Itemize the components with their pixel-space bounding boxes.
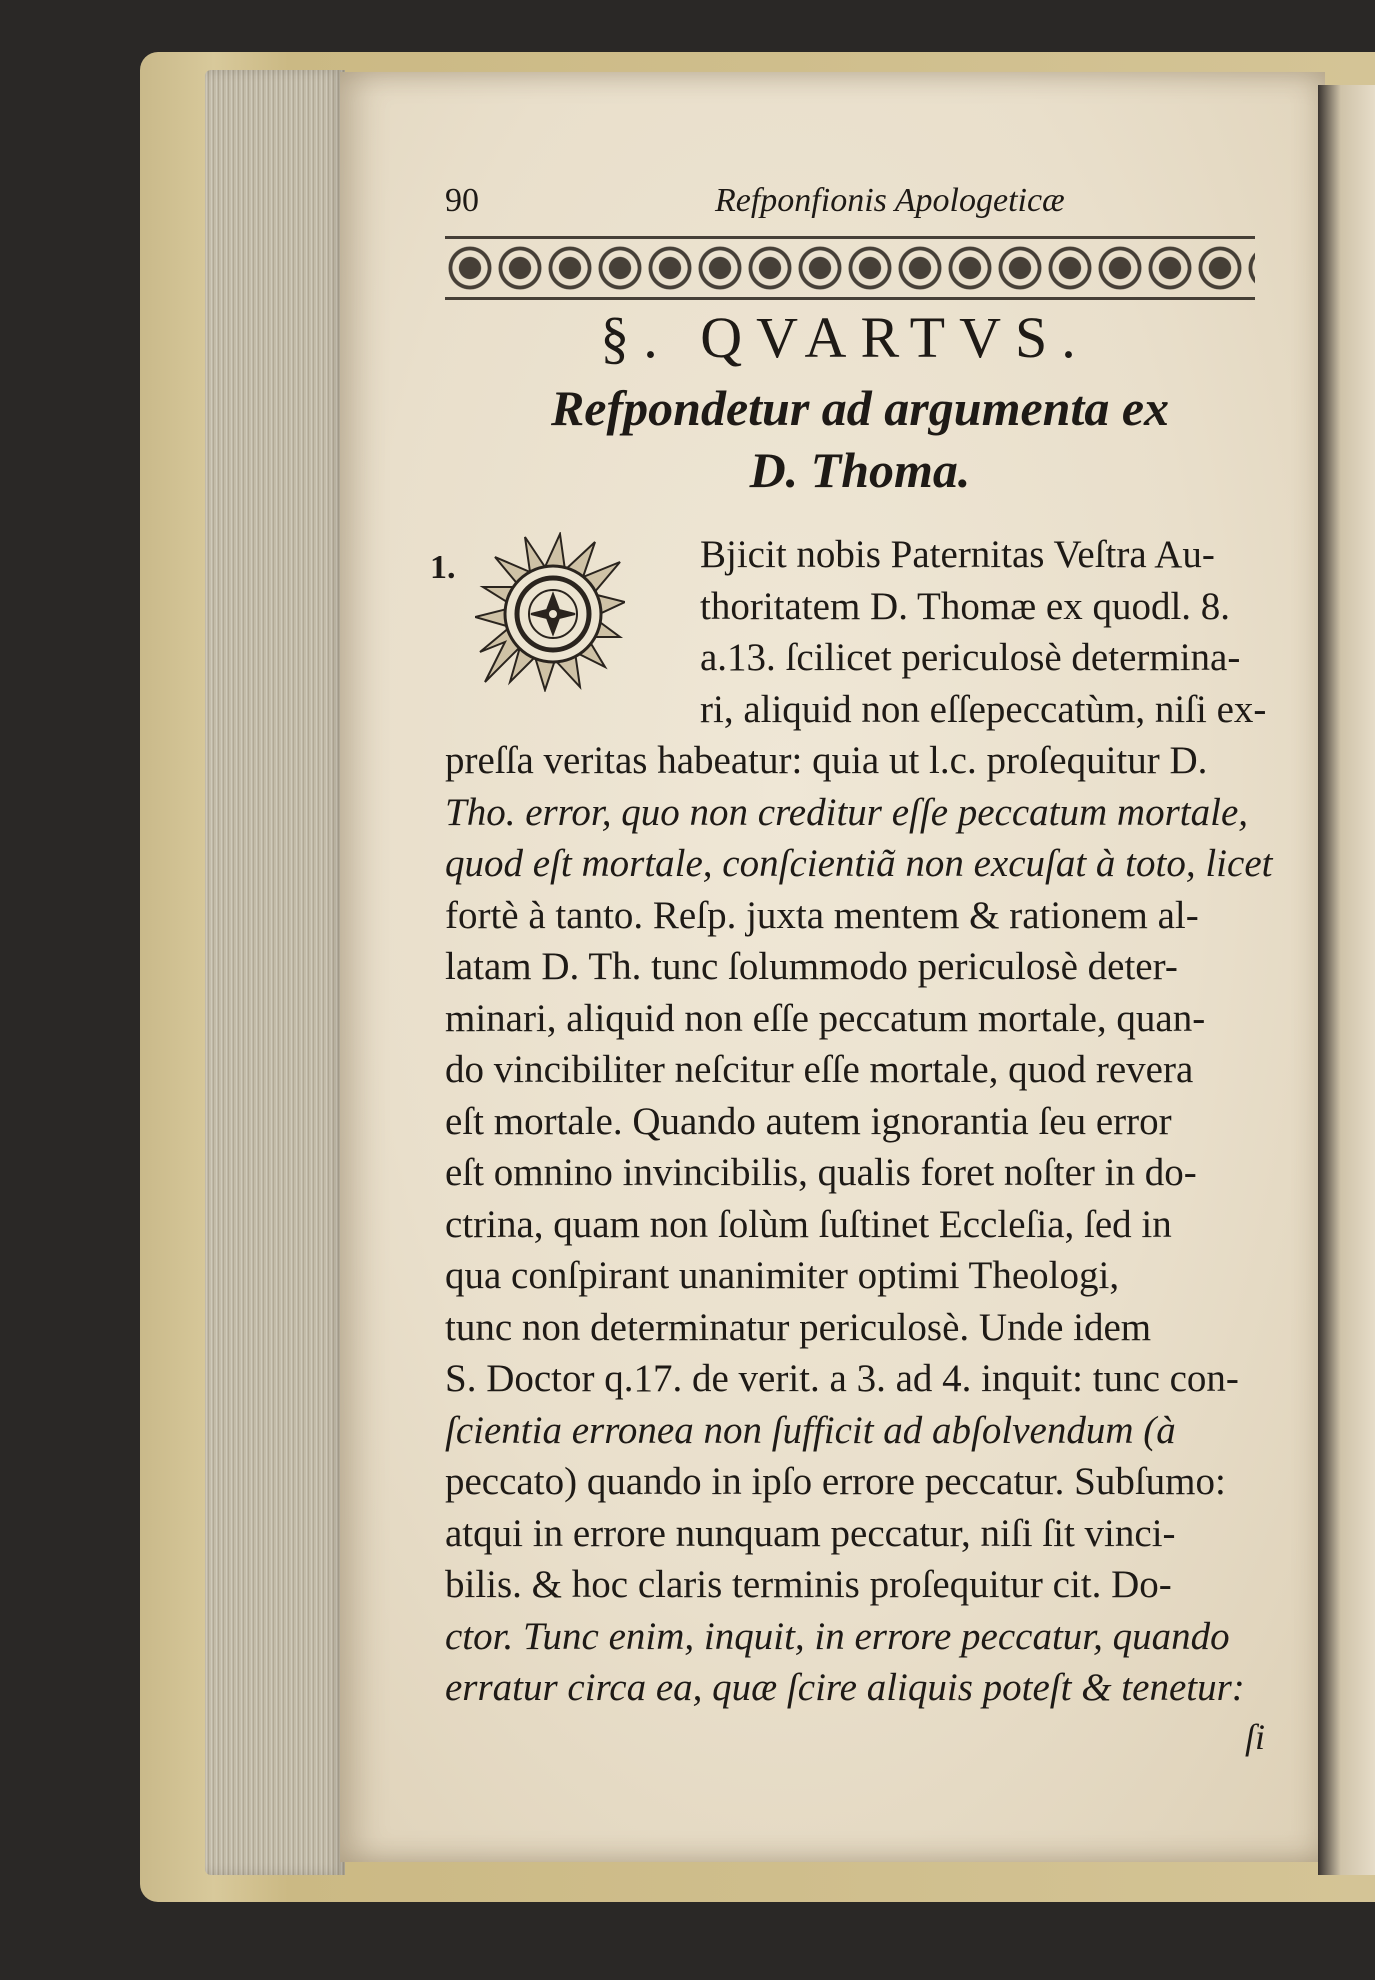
section-heading: §. QVARTVS.	[600, 305, 1090, 370]
floral-initial-icon	[475, 532, 625, 692]
subtitle-line: D. Thoma.	[749, 442, 971, 498]
text-line: eſt mortale. Quando autem ignorantia ſeu error	[445, 1099, 1172, 1143]
text-line: thoritatem D. Thomæ ex quodl. 8.	[700, 584, 1231, 628]
decorated-initial-icon	[475, 529, 625, 694]
svg-text:O: O	[552, 629, 554, 631]
text-line: ri, aliquid non eſſepeccatùm, niſi ex-	[700, 687, 1267, 731]
catchword: ſi	[1244, 1716, 1265, 1757]
text-line: bilis. & hoc claris terminis proſequitur cit. Do-	[445, 1563, 1172, 1606]
running-title: Refponfionis Apologeticæ	[715, 182, 1065, 219]
text-line: Tho. error, quo non creditur eſſe peccatum mortale,	[445, 790, 1249, 834]
paragraph-text	[445, 529, 1275, 1714]
text-line: do vincibiliter neſcitur eſſe mortale, quod revera	[445, 1048, 1194, 1091]
subtitle-line: Refpondetur ad argumenta ex	[550, 380, 1170, 436]
text-line: a.13. ſcilicet periculosè determina-	[700, 636, 1241, 679]
page-number: 90	[445, 182, 479, 219]
text-line: erratur circa ea, quæ ſcire aliquis poteſt & tenetur:	[445, 1666, 1245, 1709]
text-line: ſcientia erronea non ſufficit ad abſolvendum (à	[445, 1408, 1176, 1452]
text-line: qua conſpirant unanimiter optimi Theologi,	[445, 1254, 1120, 1297]
book-gutter	[1318, 85, 1375, 1875]
text-line: ctor. Tunc enim, inquit, in errore peccatur, quando	[445, 1614, 1230, 1658]
text-line: quod eſt mortale, conſcientiã non excuſat à toto, licet	[445, 842, 1273, 885]
running-head	[445, 170, 1275, 230]
page-text	[430, 170, 1275, 1758]
text-line: latam D. Th. tunc ſolummodo periculosè deter-	[445, 945, 1178, 988]
text-line: Bjicit nobis Paternitas Veſtra Au-	[700, 533, 1215, 576]
text-line: peccato) quando in ipſo errore peccatur. Subſumo:	[445, 1460, 1226, 1503]
text-line: atqui in errore nunquam peccatur, niſi ſit vinci-	[445, 1511, 1176, 1555]
text-line: minari, aliquid non eſſe peccatum mortale, quan-	[445, 996, 1206, 1040]
text-line: S. Doctor q.17. de verit. a 3. ad 4. inquit: tunc con-	[445, 1357, 1239, 1400]
text-line: preſſa veritas habeatur: quia ut l.c. proſequitur D.	[445, 739, 1208, 782]
text-line: fortè à tanto. Reſp. juxta mentem & rationem al-	[445, 893, 1199, 937]
section-subtitle	[445, 377, 1275, 501]
paragraph	[430, 529, 1275, 1758]
text-line: tunc non determinatur periculosè. Unde idem	[445, 1305, 1152, 1349]
text-line: ctrina, quam non ſolùm ſuſtinet Eccleſia, ſed in	[445, 1202, 1172, 1246]
paragraph-number: 1.	[430, 549, 456, 586]
decorative-ornament-band	[445, 236, 1255, 300]
text-line: eſt omnino invincibilis, qualis foret noſter in do-	[445, 1151, 1197, 1194]
page-edges	[205, 70, 345, 1875]
